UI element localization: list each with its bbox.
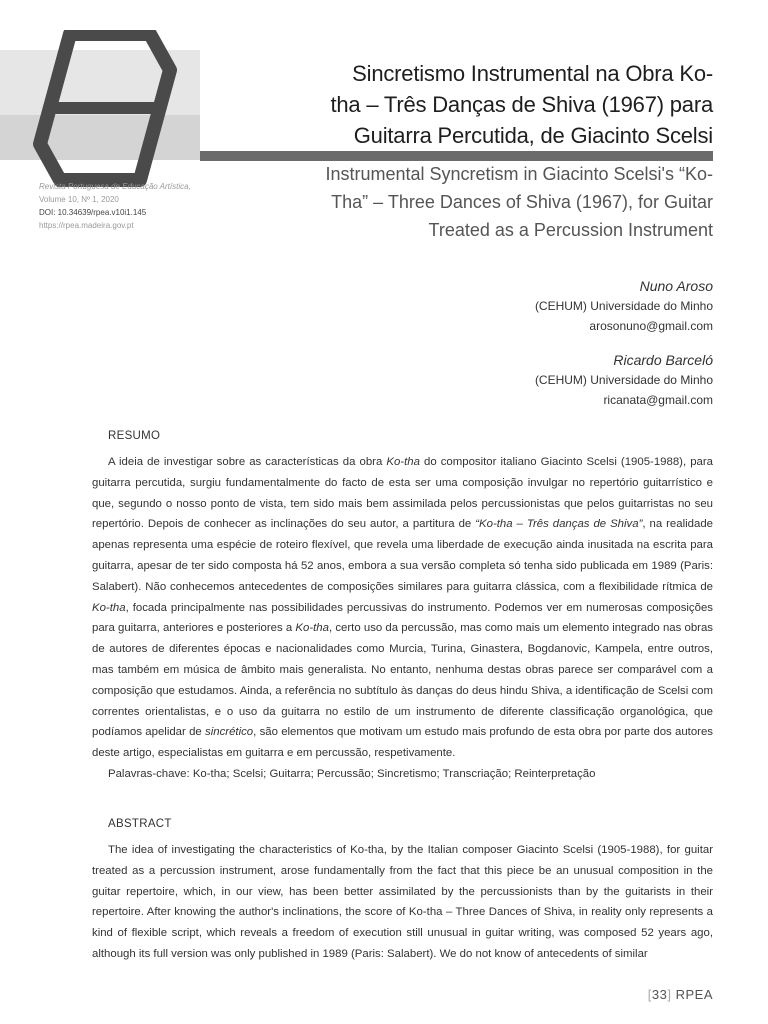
author-block xyxy=(413,350,713,410)
resumo-text: , certo uso da percussão, mas como mais um elemento integrado nas obras de autores de diferentes épocas e nacionalidades como Murcia, Turina, Ginastera, Bogdanovic, Kampela, entre outros, mas também em música de âmbito mais generalista. No entanto, nenhuma destas obras parece ser comparável com a composição que estudamos. Ainda, a referência no subtítulo às danças do deus hindu Shiva, a identificação de Scelsi com correntes orientalistas, e o uso da guitarra no estilo de um instrumento de diferente classificação organológica, que podíamos apelidar de xyxy=(92,622,713,739)
page-footer: [33] RPEA xyxy=(647,987,713,1002)
abstract-heading: ABSTRACT xyxy=(108,818,172,830)
journal-logo xyxy=(0,30,200,200)
resumo-keywords: Palavras-chave: Ko-tha; Scelsi; Guitarra; Percussão; Sincretismo; Transcriação; Reinterpretação xyxy=(108,767,596,780)
resumo-italic: sincrético xyxy=(205,726,254,739)
resumo-text: , focada principalmente nas possibilidades percussivas do instrumento. Podemos ver em numerosas composições para guitarra, anteriores e posteriores a xyxy=(92,601,713,635)
journal-info xyxy=(39,180,209,232)
author-email[interactable]: arosonuno@gmail.com xyxy=(589,319,713,333)
journal-volume: Volume 10, Nº 1, 2020 xyxy=(39,195,119,204)
resumo-text: do compositor italiano Giacinto Scelsi (1905-1988), para guitarra percutida, surgiu fundamentalmente do facto de esta ser uma composição invulgar no repertório guitarrístico e que, segundo o nosso ponto de vista, tem sido mais bem assimilada pelos percussionistas que pelos guitarristas no seu repertório. Depois de conhecer as inclinações do seu autor, a partitura de xyxy=(92,456,713,531)
title-en xyxy=(293,160,713,244)
author-email[interactable]: ricanata@gmail.com xyxy=(603,393,713,407)
resumo-paragraph xyxy=(92,452,713,764)
author-name: Ricardo Barceló xyxy=(613,352,713,368)
author-affiliation: (CEHUM) Universidade do Minho xyxy=(534,373,713,387)
abstract-section xyxy=(92,818,713,965)
resumo-italic: “Ko-tha – Três danças de Shiva” xyxy=(475,518,643,531)
resumo-heading: RESUMO xyxy=(108,430,161,442)
author-name: Nuno Aroso xyxy=(639,278,713,294)
authors xyxy=(413,276,713,424)
title-en-line-2: Tha” – Three Dances of Shiva (1967), for Guitar xyxy=(331,192,713,212)
resumo-section xyxy=(92,430,713,784)
journal-name: Revista Portuguesa de Educação Artística, xyxy=(39,182,191,191)
title-en-line-3: Treated as a Percussion Instrument xyxy=(428,220,713,240)
resumo-italic: Ko-tha xyxy=(386,456,420,468)
title-pt xyxy=(253,58,713,151)
resumo-text: , na realidade apenas representa uma espécie de roteiro flexível, que revela uma liberdade de execução ainda inusitada na escrita para guitarra, apesar de ter sido composta há 52 anos, embora a sua versão completa só tenha sido publicada em 1989 (Paris: Salabert). Não conhecemos antecedentes de composições similares para guitarra clássica, com a flexibilidade rítmica de xyxy=(92,518,714,593)
title-pt-line-2: tha – Três Danças de Shiva (1967) para xyxy=(330,92,713,117)
title-pt-line-1: Sincretismo Instrumental na Obra Ko- xyxy=(352,61,713,86)
resumo-italic: Ko-tha xyxy=(295,622,329,635)
title-en-line-1: Instrumental Syncretism in Giacinto Scelsi's “Ko- xyxy=(325,164,713,184)
resumo-italic: Ko-tha xyxy=(92,601,126,614)
journal-abbr: RPEA xyxy=(675,987,713,1002)
abstract-paragraph: The idea of investigating the characteristics of Ko-tha, by the Italian composer Giacinto Scelsi (1905-1988), for guitar treated as a percussion instrument, arose fundamentally from the fact that this piece be an unusual composition in the guitar repertoire, which, in our view, has been better assimilated by the percussionists than by the guitarists in their repertoire. After knowing the author's inclinations, the score of Ko-tha – Three Dances of Shiva, in reality only represents a kind of flexible script, which reveals a freedom of execution still unusual in guitar writing, was composed 52 years ago, although its full version was only published in 1989 (Paris: Salabert). We do not know of antecedents of similar xyxy=(92,844,713,960)
resumo-text: , são elementos que motivam um estudo mais profundo de esta obra por parte dos autores deste artigo, especialistas em guitarra e em percussão, respetivamente. xyxy=(92,726,714,760)
journal-url[interactable]: https://rpea.madeira.gov.pt xyxy=(39,221,134,230)
resumo-text: A ideia de investigar sobre as características da obra xyxy=(108,456,387,468)
author-block xyxy=(413,276,713,336)
author-affiliation: (CEHUM) Universidade do Minho xyxy=(534,299,713,313)
journal-doi[interactable]: DOI: 10.34639/rpea.v10i1.145 xyxy=(39,208,147,217)
page-number: 33 xyxy=(651,987,668,1002)
title-pt-line-3: Guitarra Percutida, de Giacinto Scelsi xyxy=(353,123,713,148)
